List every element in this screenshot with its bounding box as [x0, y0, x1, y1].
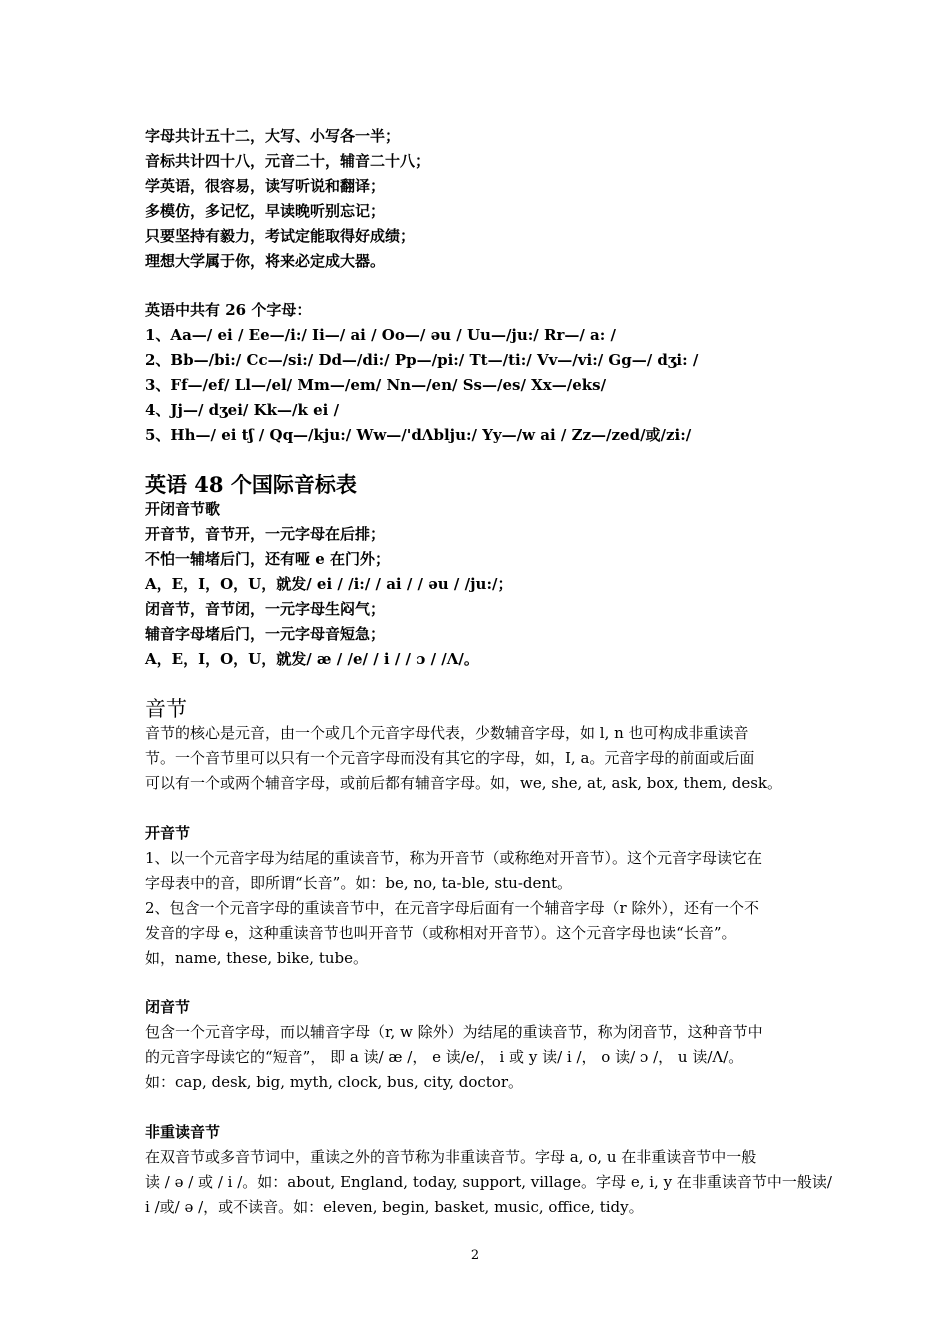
song-line: 开音节，音节开，一元字母在后排；	[145, 525, 386, 543]
closed-syllable-heading: 闭音节	[145, 998, 191, 1016]
song-title: 开闭音节歌	[145, 500, 221, 518]
song-line: 不怕一辅堵后门，还有哑 e 在门外；	[145, 550, 390, 568]
text-line: 音节的核心是元音，由一个或几个元音字母代表，少数辅音字母，如 l, n 也可构成非重读音	[145, 724, 749, 742]
syllable-intro	[145, 721, 810, 796]
poem-line: 只要坚持有毅力，考试定能取得好成绩；	[145, 227, 416, 245]
text-line: i /或/ ə /，或不读音。如：eleven, begin, basket, music, office, tidy。	[145, 1198, 644, 1216]
open-syllable-heading: 开音节	[145, 824, 191, 842]
open-syllable-text	[145, 846, 810, 971]
text-line: 可以有一个或两个辅音字母，或前后都有辅音字母。如，we, she, at, ask, box, them, desk。	[145, 774, 783, 792]
text-line: 如，name, these, bike, tube。	[145, 949, 368, 967]
text-line: 字母表中的音，即所谓“长音”。如：be, no, ta-ble, stu-dent。	[145, 874, 573, 892]
text-line: 节。一个音节里可以只有一个元音字母而没有其它的字母，如，I, a。元音字母的前面或后面	[145, 749, 755, 767]
song-line: 辅音字母堵后门，一元字母音短急；	[145, 625, 386, 643]
alphabet-row: 1、Aa—/ ei / Ee—/i:/ Ii—/ ai / Oo—/ əu / Uu—/ju:/ Rr—/ a: /	[145, 326, 617, 344]
phonetic-table-title: 英语 48 个国际音标表	[145, 472, 357, 497]
text-line: 读 / ə / 或 / i /。如：about, England, today, support, village。字母 e, i, y 在非重读音节中一般读/	[145, 1173, 832, 1191]
poem-line: 学英语，很容易，读写听说和翻译；	[145, 177, 386, 195]
text-line: 在双音节或多音节词中，重读之外的音节称为非重读音节。字母 a, o, u 在非重读音节中一般	[145, 1148, 757, 1166]
text-line: 包含一个元音字母，而以辅音字母（r, w 除外）为结尾的重读音节，称为闭音节，这种音节中	[145, 1023, 763, 1041]
text-line: 2、包含一个元音字母的重读音节中，在元音字母后面有一个辅音字母（r 除外），还有一个不	[145, 899, 759, 917]
song-line: A，E，I，O，U，就发/ æ / /e/ / i / / ɔ / /Λ/。	[145, 650, 479, 668]
song-line: A，E，I，O，U，就发/ ei / /i:/ / ai / / əu / /ju:/；	[145, 575, 513, 593]
unstressed-syllable-text	[145, 1145, 832, 1220]
song-line: 闭音节，音节闭，一元字母生闷气；	[145, 600, 386, 618]
poem-line: 字母共计五十二，大写、小写各一半；	[145, 127, 401, 145]
text-line: 如：cap, desk, big, myth, clock, bus, city, doctor。	[145, 1073, 524, 1091]
alphabet-row: 3、Ff—/ef/ Ll—/el/ Mm—/em/ Nn—/en/ Ss—/es/ Xx—/eks/	[145, 376, 607, 394]
text-line: 1、以一个元音字母为结尾的重读音节，称为开音节（或称绝对开音节）。这个元音字母读它在	[145, 849, 763, 867]
alphabet-row: 2、Bb—/bi:/ Cc—/si:/ Dd—/di:/ Pp—/pi:/ Tt—/ti:/ Vv—/vi:/ Gg—/ dʒi: /	[145, 351, 699, 369]
syllable-heading: 音节	[145, 697, 187, 721]
poem-line: 理想大学属于你，将来必定成大器。	[145, 252, 386, 270]
unstressed-syllable-heading: 非重读音节	[145, 1123, 221, 1141]
text-line: 的元音字母读它的“短音”， 即 a 读/ æ /， e 读/e/， i 或 y 读/ i /， o 读/ ɔ /， u 读/Λ/。	[145, 1048, 744, 1066]
text-line: 发音的字母 e，这种重读音节也叫开音节（或称相对开音节）。这个元音字母也读“长音”。	[145, 924, 737, 942]
poem-line: 多模仿，多记忆，早读晚听别忘记；	[145, 202, 386, 220]
closed-syllable-text	[145, 1020, 810, 1095]
poem-line: 音标共计四十八，元音二十，辅音二十八；	[145, 152, 431, 170]
page-number: 2	[470, 1248, 480, 1263]
alphabet-row: 5、Hh—/ ei tʃ / Qq—/kju:/ Ww—/'dΛblju:/ Yy—/w ai / Zz—/zed/或/zi:/	[145, 426, 692, 444]
alphabet-title: 英语中共有 26 个字母：	[145, 301, 312, 319]
alphabet-row: 4、Jj—/ dʒei/ Kk—/k ei /	[145, 401, 340, 419]
